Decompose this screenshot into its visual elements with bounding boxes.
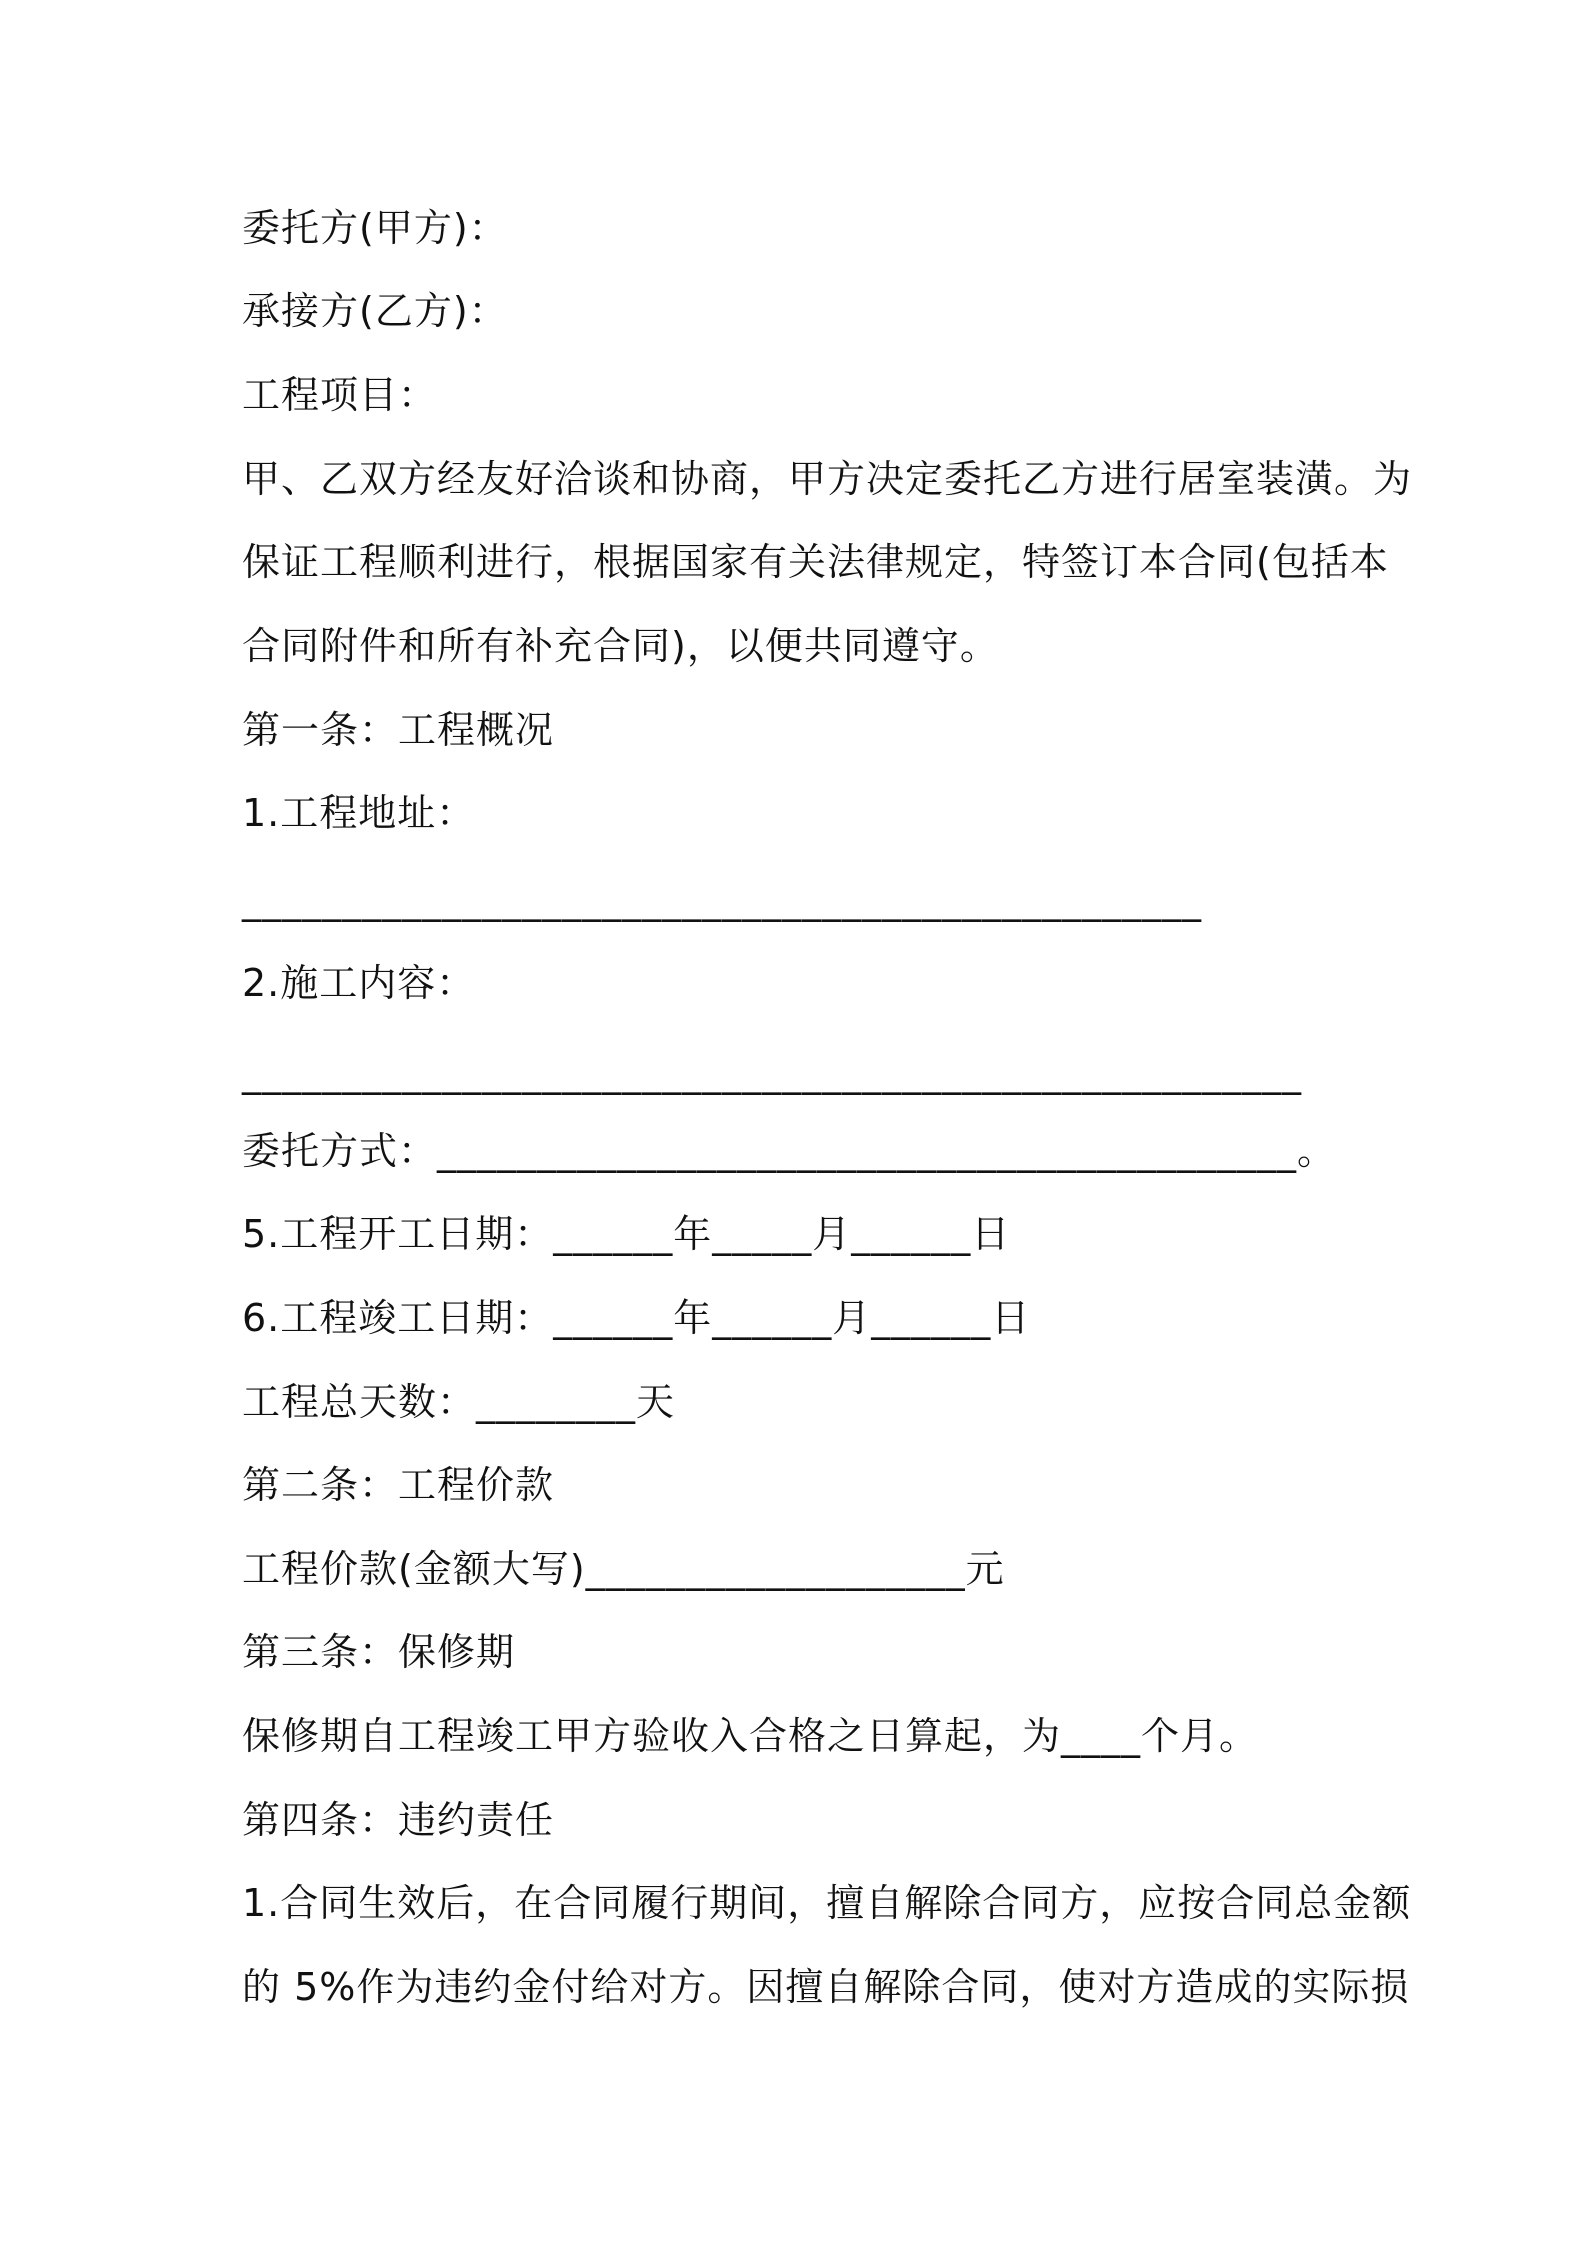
project-address-blank: ________________________________________________ — [242, 878, 1202, 922]
client-party-a: 委托方(甲方)： — [242, 206, 508, 250]
project-price: 工程价款(金额大写)___________________元 — [242, 1547, 1005, 1591]
commission-method: 委托方式：___________________________________________。 — [242, 1129, 1337, 1173]
construction-content-label: 2.施工内容： — [242, 961, 476, 1005]
preamble-line-1: 甲、乙双方经友好洽谈和协商，甲方决定委托乙方进行居室装潢。为 — [242, 457, 1413, 501]
project-item: 工程项目： — [242, 373, 438, 417]
warranty-period: 保修期自工程竣工甲方验收入合格之日算起，为____个月。 — [242, 1714, 1259, 1758]
liability-line-2: 的 5%作为违约金付给对方。因擅自解除合同，使对方造成的实际损 — [242, 1965, 1410, 2009]
construction-content-blank: _____________________________________________________ — [242, 1051, 1302, 1095]
article-1-heading: 第一条：工程概况 — [242, 708, 555, 752]
preamble-line-2: 保证工程顺利进行，根据国家有关法律规定，特签订本合同(包括本 — [242, 540, 1389, 584]
contractor-party-b: 承接方(乙方)： — [242, 289, 508, 333]
project-address-label: 1.工程地址： — [242, 791, 476, 835]
article-4-heading: 第四条：违约责任 — [242, 1798, 555, 1842]
start-date: 5.工程开工日期：______年_____月______日 — [242, 1212, 1011, 1256]
total-days: 工程总天数：________天 — [242, 1380, 676, 1424]
liability-line-1: 1.合同生效后，在合同履行期间，擅自解除合同方，应按合同总金额 — [242, 1881, 1412, 1925]
completion-date: 6.工程竣工日期：______年______月______日 — [242, 1296, 1031, 1340]
article-3-heading: 第三条：保修期 — [242, 1630, 516, 1674]
preamble-line-3: 合同附件和所有补充合同)，以便共同遵守。 — [242, 624, 999, 668]
article-2-heading: 第二条：工程价款 — [242, 1463, 555, 1507]
